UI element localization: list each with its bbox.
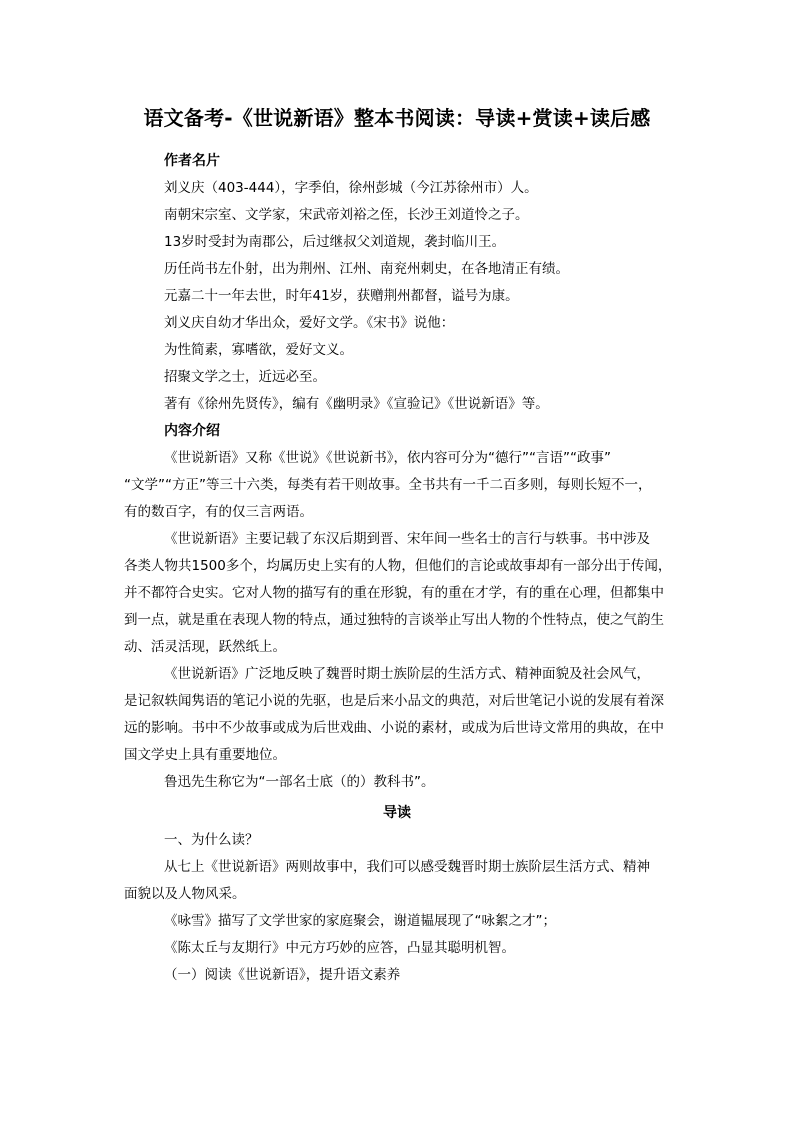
paragraph-line: 远的影响。书中不少故事或成为后世戏曲、小说的素材，或成为后世诗文常用的典故，在中 [124, 720, 664, 736]
author-line: 招聚文学之士，近远必至。 [164, 369, 326, 385]
author-line: 13岁时受封为南郡公，后过继叔父刘道规，袭封临川王。 [164, 234, 506, 250]
paragraph-line: 是记叙轶闻隽语的笔记小说的先驱，也是后来小品文的典范，对后世笔记小说的发展有着深 [124, 693, 664, 709]
paragraph-line: 《咏雪》描写了文学世家的家庭聚会，谢道韫展现了“咏絮之才”； [164, 913, 556, 929]
paragraph-line: 《世说新语》又称《世说》《世说新书》，依内容可分为“德行”“言语”“政事” [164, 450, 611, 466]
author-heading: 作者名片 [164, 153, 220, 169]
paragraph-line: 从七上《世说新语》两则故事中，我们可以感受魏晋时期士族阶层生活方式、精神 [164, 859, 650, 875]
author-line: 著有《徐州先贤传》，编有《幽明录》《宣验记》《世说新语》等。 [164, 396, 549, 412]
paragraph-line: 《陈太丘与友期行》中元方巧妙的应答，凸显其聪明机智。 [164, 940, 515, 956]
paragraph-line: 动、活灵活现，跃然纸上。 [124, 639, 286, 655]
paragraph-line: 并不都符合史实。它对人物的描写有的重在形貌，有的重在才学，有的重在心理，但都集中 [124, 585, 664, 601]
question-heading: 一、为什么读？ [164, 832, 259, 848]
author-line: 为性简素，寡嗜欲，爱好文义。 [164, 342, 353, 358]
paragraph-line: 《世说新语》主要记载了东汉后期到晋、宋年间一些名士的言行与轶事。书中涉及 [164, 531, 650, 547]
paragraph-line: 面貌以及人物风采。 [124, 886, 246, 902]
paragraph-line: 各类人物共1500多个，均属历史上实有的人物，但他们的言论或故事却有一部分出于传闻， [124, 558, 672, 574]
paragraph-line: 《世说新语》广泛地反映了魏晋时期士族阶层的生活方式、精神面貌及社会风气， [164, 666, 650, 682]
author-line: 元嘉二十一年去世，时年41岁，获赠荆州都督，谥号为康。 [164, 288, 519, 304]
document-title: 语文备考-《世说新语》整本书阅读：导读+赏读+读后感 [143, 106, 651, 130]
author-line: 刘义庆自幼才华出众，爱好文学。《宋书》说他： [164, 315, 455, 331]
author-line: 刘义庆（403-444），字季伯，徐州彭城（今江苏徐州市）人。 [164, 180, 538, 196]
paragraph-line: 鲁迅先生称它为“一部名士底（的）教科书”。 [164, 774, 435, 790]
guide-heading: 导读 [383, 805, 411, 821]
sub-heading: （一）阅读《世说新语》，提升语文素养 [164, 967, 401, 983]
paragraph-line: “文学”“方正”等三十六类，每类有若干则故事。全书共有一千二百多则，每则长短不一， [124, 477, 652, 493]
paragraph-line: 国文学史上具有重要地位。 [124, 747, 286, 763]
author-line: 历任尚书左仆射，出为荆州、江州、南兖州刺史，在各地清正有绩。 [164, 261, 569, 277]
content-heading: 内容介绍 [164, 423, 220, 439]
paragraph-line: 到一点，就是重在表现人物的特点，通过独特的言谈举止写出人物的个性特点，使之气韵生 [124, 612, 664, 628]
author-line: 南朝宋宗室、文学家，宋武帝刘裕之侄，长沙王刘道怜之子。 [164, 207, 529, 223]
paragraph-line: 有的数百字，有的仅三言两语。 [124, 504, 313, 520]
